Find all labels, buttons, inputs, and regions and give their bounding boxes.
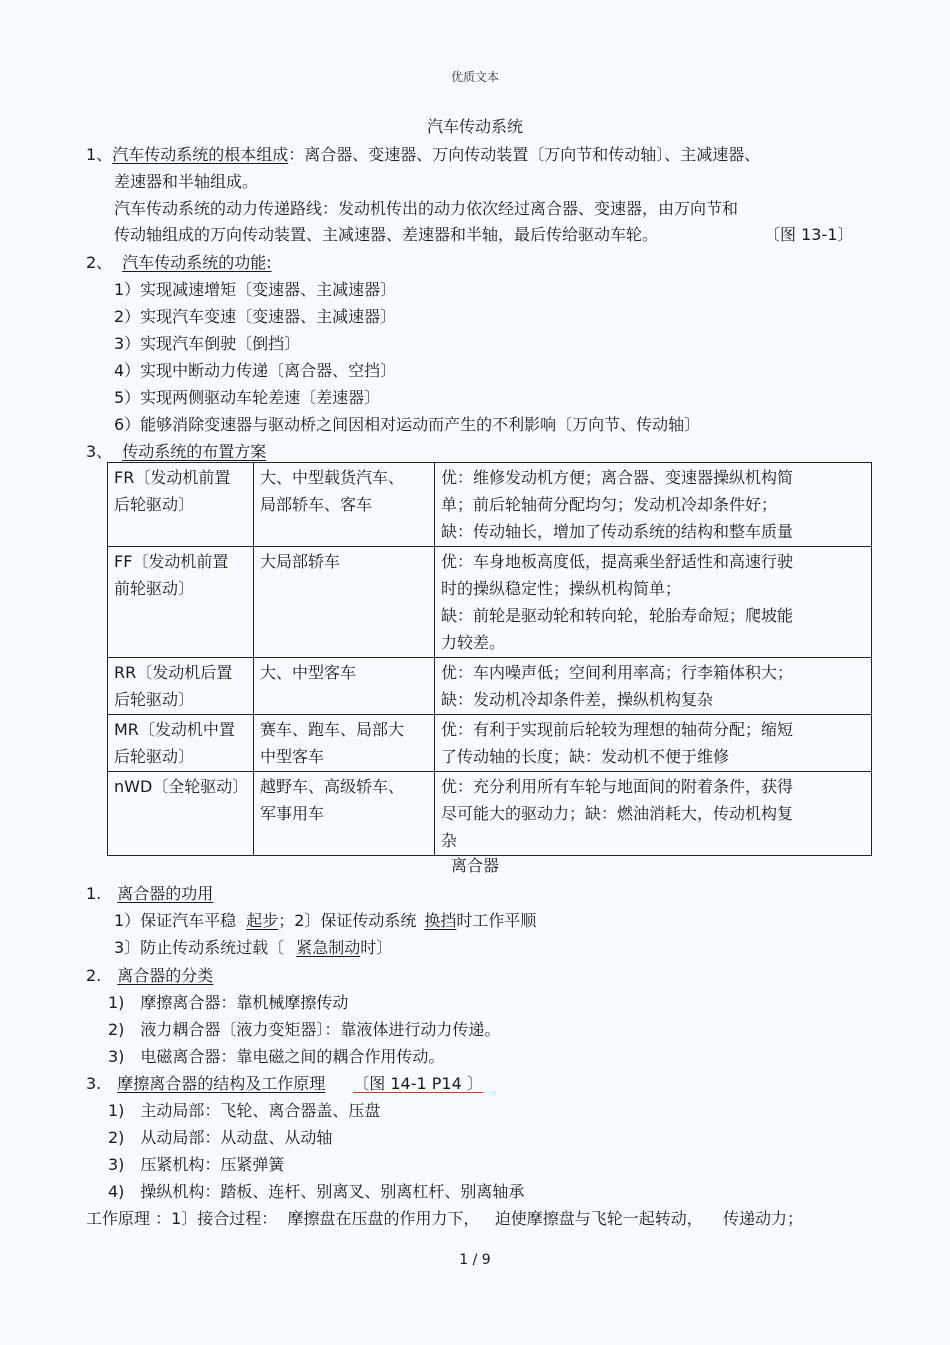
section-2-line — [86, 250, 272, 273]
vehicle-type-cell: 越野车、高级轿车、 军事用车 — [254, 772, 435, 856]
function-item: 1）实现减速增矩〔变速器、主减速器〕 — [114, 280, 397, 299]
layout-type-cell: RR〔发动机后置 后轮驱动〕 — [108, 658, 254, 715]
clutch-1-heading: 离合器的功用 — [117, 884, 214, 903]
keyword-start: 起步 — [246, 911, 279, 930]
section-3-heading: 传动系统的布置方案 — [122, 442, 267, 461]
section-3-line — [86, 439, 266, 462]
vehicle-type-cell: 大、中型客车 — [254, 658, 435, 715]
clutch-3-line — [86, 1071, 495, 1094]
structure-item: 1) 主动局部：飞轮、离合器盖、压盘 — [108, 1101, 381, 1120]
layout-type-cell: MR〔发动机中置 后轮驱动〕 — [108, 715, 254, 772]
working-principle: 工作原理 ：1〕接合过程： 摩擦盘在压盘的作用力下， 迫使摩擦盘与飞轮一起转动， 传递动力； — [86, 1209, 804, 1228]
vehicle-type-cell: 赛车、跑车、局部大 中型客车 — [254, 715, 435, 772]
layout-type-cell: FR〔发动机前置 后轮驱动〕 — [108, 463, 254, 547]
function-item: 4）实现中断动力传递〔离合器、空挡〕 — [114, 361, 397, 380]
clutch-function-line-2: 3〕防止传动系统过载〔 紧急制动时〕 — [114, 938, 393, 957]
function-item: 2）实现汽车变速〔变速器、主减速器〕 — [114, 307, 397, 326]
pros-cons-cell: 优：充分利用所有车轮与地面间的附着条件，获得 尽可能大的驱动力；缺：燃油消耗大，传动机构复 杂 — [435, 772, 872, 856]
pros-cons-cell: 优：车内噪声低；空间利用率高；行李箱体积大； 缺：发动机冷却条件差，操纵机构复杂 — [435, 658, 872, 715]
function-item: 3）实现汽车倒驶〔倒挡〕 — [114, 334, 301, 353]
section-1-route-cont: 传动轴组成的万向传动装置、主减速器、差速器和半轴，最后传给驱动车轮。 — [114, 225, 659, 244]
clutch-1-number: 1. — [86, 884, 102, 903]
clutch-1-line — [86, 881, 213, 904]
table-row — [108, 463, 872, 547]
clutch-2-heading: 离合器的分类 — [117, 966, 214, 985]
structure-item: 4) 操纵机构：踏板、连杆、别离叉、别离杠杆、别离轴承 — [108, 1182, 525, 1201]
classification-item: 3) 电磁离合器：靠电磁之间的耦合作用传动。 — [108, 1047, 445, 1066]
vehicle-type-cell: 大局部轿车 — [254, 547, 435, 658]
clutch-title: 离合器 — [450, 856, 499, 875]
page-number: 1 / 9 — [459, 1252, 491, 1268]
clutch-3-number: 3. — [86, 1074, 102, 1093]
section-1-heading: 汽车传动系统的根本组成 — [112, 145, 289, 164]
clutch-function-line-1: 1）保证汽车平稳 起步；2〕保证传动系统 换挡时工作平顺 — [114, 911, 537, 930]
table-row — [108, 658, 872, 715]
pros-cons-cell: 优：车身地板高度低，提高乘坐舒适性和高速行驶 时的操纵稳定性；操纵机构简单； 缺：前轮是驱动轮和转向轮，轮胎寿命短；爬坡能 力较差。 — [435, 547, 872, 658]
section-1-line — [86, 142, 760, 165]
section-2-number: 2、 — [86, 253, 113, 272]
section-1-figure-ref: 〔图 13-1〕 — [764, 225, 854, 244]
clutch-3-heading: 摩擦离合器的结构及工作原理 — [117, 1074, 326, 1093]
layout-scheme-table — [107, 462, 872, 856]
layout-type-cell: FF〔发动机前置 前轮驱动〕 — [108, 547, 254, 658]
table-row — [108, 772, 872, 856]
structure-item: 3) 压紧机构：压紧弹簧 — [108, 1155, 285, 1174]
pros-cons-cell: 优：维修发动机方便；离合器、变速器操纵机构简 单；前后轮轴荷分配均匀；发动机冷却条件好； 缺：传动轴长，增加了传动系统的结构和整车质量 — [435, 463, 872, 547]
classification-item: 1) 摩擦离合器：靠机械摩擦传动 — [108, 993, 349, 1012]
page-header: 优质文本 — [450, 70, 499, 84]
pros-cons-cell: 优：有利于实现前后轮较为理想的轴荷分配；缩短 了传动轴的长度；缺：发动机不便于维修 — [435, 715, 872, 772]
clutch-2-line — [86, 963, 213, 986]
function-item: 5）实现两侧驱动车轮差速〔差速器〕 — [114, 388, 381, 407]
table-row — [108, 715, 872, 772]
section-1-route: 汽车传动系统的动力传递路线：发动机传出的动力依次经过离合器、变速器，由万向节和 — [114, 199, 739, 218]
section-1-number: 1、 — [86, 145, 113, 164]
figure-ref: 〔图 14-1 P14 〕 — [353, 1074, 483, 1093]
section-1-text: ：离合器、变速器、万向传动装置〔万向节和传动轴〕、主减速器、 — [288, 145, 761, 164]
keyword-shift: 换挡 — [424, 911, 457, 930]
function-item: 6）能够消除变速器与驱动桥之间因相对运动而产生的不利影响〔万向节、传动轴〕 — [114, 415, 701, 434]
keyword-brake: 紧急制动 — [296, 938, 361, 957]
section-3-number: 3、 — [86, 442, 113, 461]
classification-item: 2) 液力耦合器〔液力变矩器〕：靠液体进行动力传递。 — [108, 1020, 501, 1039]
section-1-text-cont: 差速器和半轴组成。 — [114, 172, 259, 191]
doc-title: 汽车传动系统 — [426, 117, 523, 136]
structure-item: 2) 从动局部：从动盘、从动轴 — [108, 1128, 333, 1147]
vehicle-type-cell: 大、中型载货汽车、 局部轿车、客车 — [254, 463, 435, 547]
section-2-heading: 汽车传动系统的功能: — [122, 253, 272, 272]
table-row — [108, 547, 872, 658]
layout-type-cell: nWD〔全轮驱动〕 — [108, 772, 254, 856]
clutch-2-number: 2. — [86, 966, 102, 985]
